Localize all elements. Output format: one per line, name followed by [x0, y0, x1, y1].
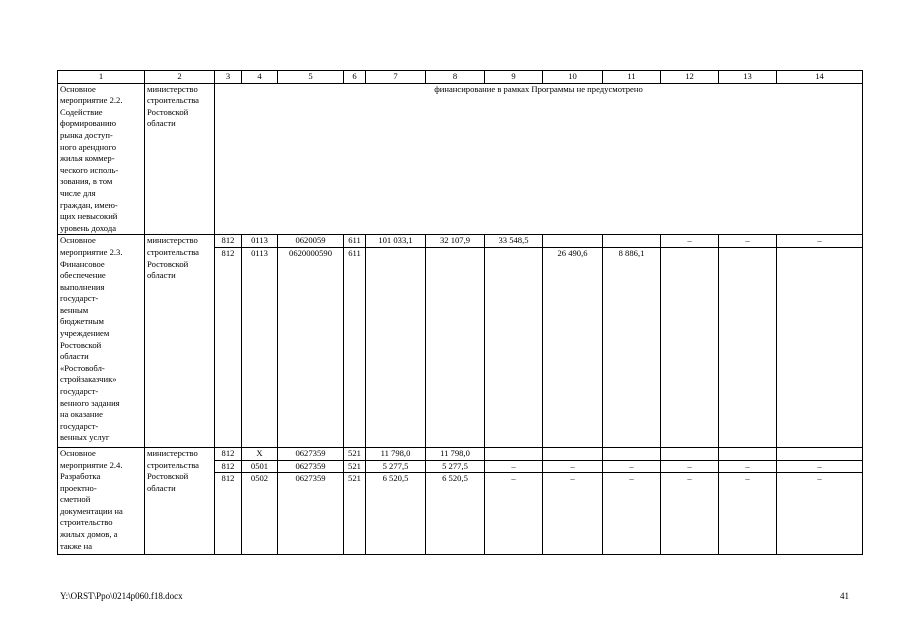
amount-year: [543, 447, 603, 460]
amount-year: [661, 447, 719, 460]
amount-year: [543, 235, 603, 248]
amount-year: [661, 247, 719, 447]
amount-year: –: [543, 460, 603, 473]
amount-year: –: [719, 460, 777, 473]
grbs-code: 812: [215, 247, 242, 447]
col-number-9: 9: [485, 71, 543, 84]
amount-total: 11 798,0: [366, 447, 426, 460]
amount-year: 11 798,0: [426, 447, 485, 460]
amount-year: –: [485, 460, 543, 473]
col-number-6: 6: [344, 71, 366, 84]
executor: министерство строительства Ростовской области: [145, 447, 215, 554]
amount-year: –: [661, 473, 719, 555]
table-row: [58, 235, 863, 248]
vr-code: 611: [344, 235, 366, 248]
amount-year: [603, 447, 661, 460]
amount-year: [777, 247, 863, 447]
rzpr-code: 0113: [242, 235, 278, 248]
col-number-3: 3: [215, 71, 242, 84]
amount-year: –: [661, 460, 719, 473]
col-number-5: 5: [278, 71, 344, 84]
col-number-8: 8: [426, 71, 485, 84]
program-table: [57, 70, 863, 555]
col-number-7: 7: [366, 71, 426, 84]
amount-year: 5 277,5: [426, 460, 485, 473]
col-number-14: 14: [777, 71, 863, 84]
amount-total: 5 277,5: [366, 460, 426, 473]
amount-year: [719, 247, 777, 447]
table-row: [58, 83, 863, 235]
amount-year: [485, 247, 543, 447]
amount-year: 8 886,1: [603, 247, 661, 447]
col-number-12: 12: [661, 71, 719, 84]
amount-year: –: [777, 460, 863, 473]
col-number-10: 10: [543, 71, 603, 84]
grbs-code: 812: [215, 235, 242, 248]
executor: министерство строительства Ростовской области: [145, 235, 215, 448]
amount-year: –: [543, 473, 603, 555]
grbs-code: 812: [215, 447, 242, 460]
vr-code: 611: [344, 247, 366, 447]
amount-total: 101 033,1: [366, 235, 426, 248]
vr-code: 521: [344, 460, 366, 473]
grbs-code: 812: [215, 473, 242, 555]
amount-year: 33 548,5: [485, 235, 543, 248]
table-row: [58, 447, 863, 460]
rzpr-code: 0501: [242, 460, 278, 473]
measure-name: Основное мероприятие 2.4. Разработка проектно- сметной документации на строительство жилых домов, а также на: [58, 447, 145, 554]
amount-year: –: [603, 460, 661, 473]
amount-year: –: [777, 235, 863, 248]
funding-note: финансирование в рамках Программы не предусмотрено: [215, 83, 863, 235]
amount-year: [603, 235, 661, 248]
amount-year: 26 490,6: [543, 247, 603, 447]
amount-year: 6 520,5: [426, 473, 485, 555]
col-number-13: 13: [719, 71, 777, 84]
rzpr-code: 0113: [242, 247, 278, 447]
amount-year: –: [485, 473, 543, 555]
amount-total: [366, 247, 426, 447]
grbs-code: 812: [215, 460, 242, 473]
page-number: 41: [840, 591, 849, 601]
amount-year: –: [719, 473, 777, 555]
amount-year: 32 107,9: [426, 235, 485, 248]
col-number-2: 2: [145, 71, 215, 84]
amount-year: [777, 447, 863, 460]
amount-year: –: [777, 473, 863, 555]
csr-code: 0627359: [278, 447, 344, 460]
amount-year: –: [603, 473, 661, 555]
measure-name: Основное мероприятие 2.3. Финансовое обеспечение выполнения государст- венным бюджетным учреждением Ростовской области «Ростовобл- стройзаказчик» государст- венного задания на оказание государст- венных услуг: [58, 235, 145, 448]
csr-code: 0627359: [278, 473, 344, 555]
csr-code: 0620000590: [278, 247, 344, 447]
amount-year: [485, 447, 543, 460]
measure-name: Основное мероприятие 2.2. Содействие формированию рынка доступ- ного арендного жилья коммер- ческого исполь- зования, в том числе для граждан, имею- щих невысокий уровень дохода: [58, 83, 145, 235]
csr-code: 0627359: [278, 460, 344, 473]
rzpr-code: Х: [242, 447, 278, 460]
col-number-4: 4: [242, 71, 278, 84]
amount-total: 6 520,5: [366, 473, 426, 555]
amount-year: [426, 247, 485, 447]
amount-year: –: [661, 235, 719, 248]
amount-year: –: [719, 235, 777, 248]
col-number-1: 1: [58, 71, 145, 84]
column-number-row: [58, 71, 863, 84]
vr-code: 521: [344, 447, 366, 460]
vr-code: 521: [344, 473, 366, 555]
executor: министерство строительства Ростовской области: [145, 83, 215, 235]
file-path-footer: Y:\ORST\Ppo\0214p060.f18.docx: [60, 591, 183, 601]
amount-year: [719, 447, 777, 460]
col-number-11: 11: [603, 71, 661, 84]
rzpr-code: 0502: [242, 473, 278, 555]
csr-code: 0620059: [278, 235, 344, 248]
